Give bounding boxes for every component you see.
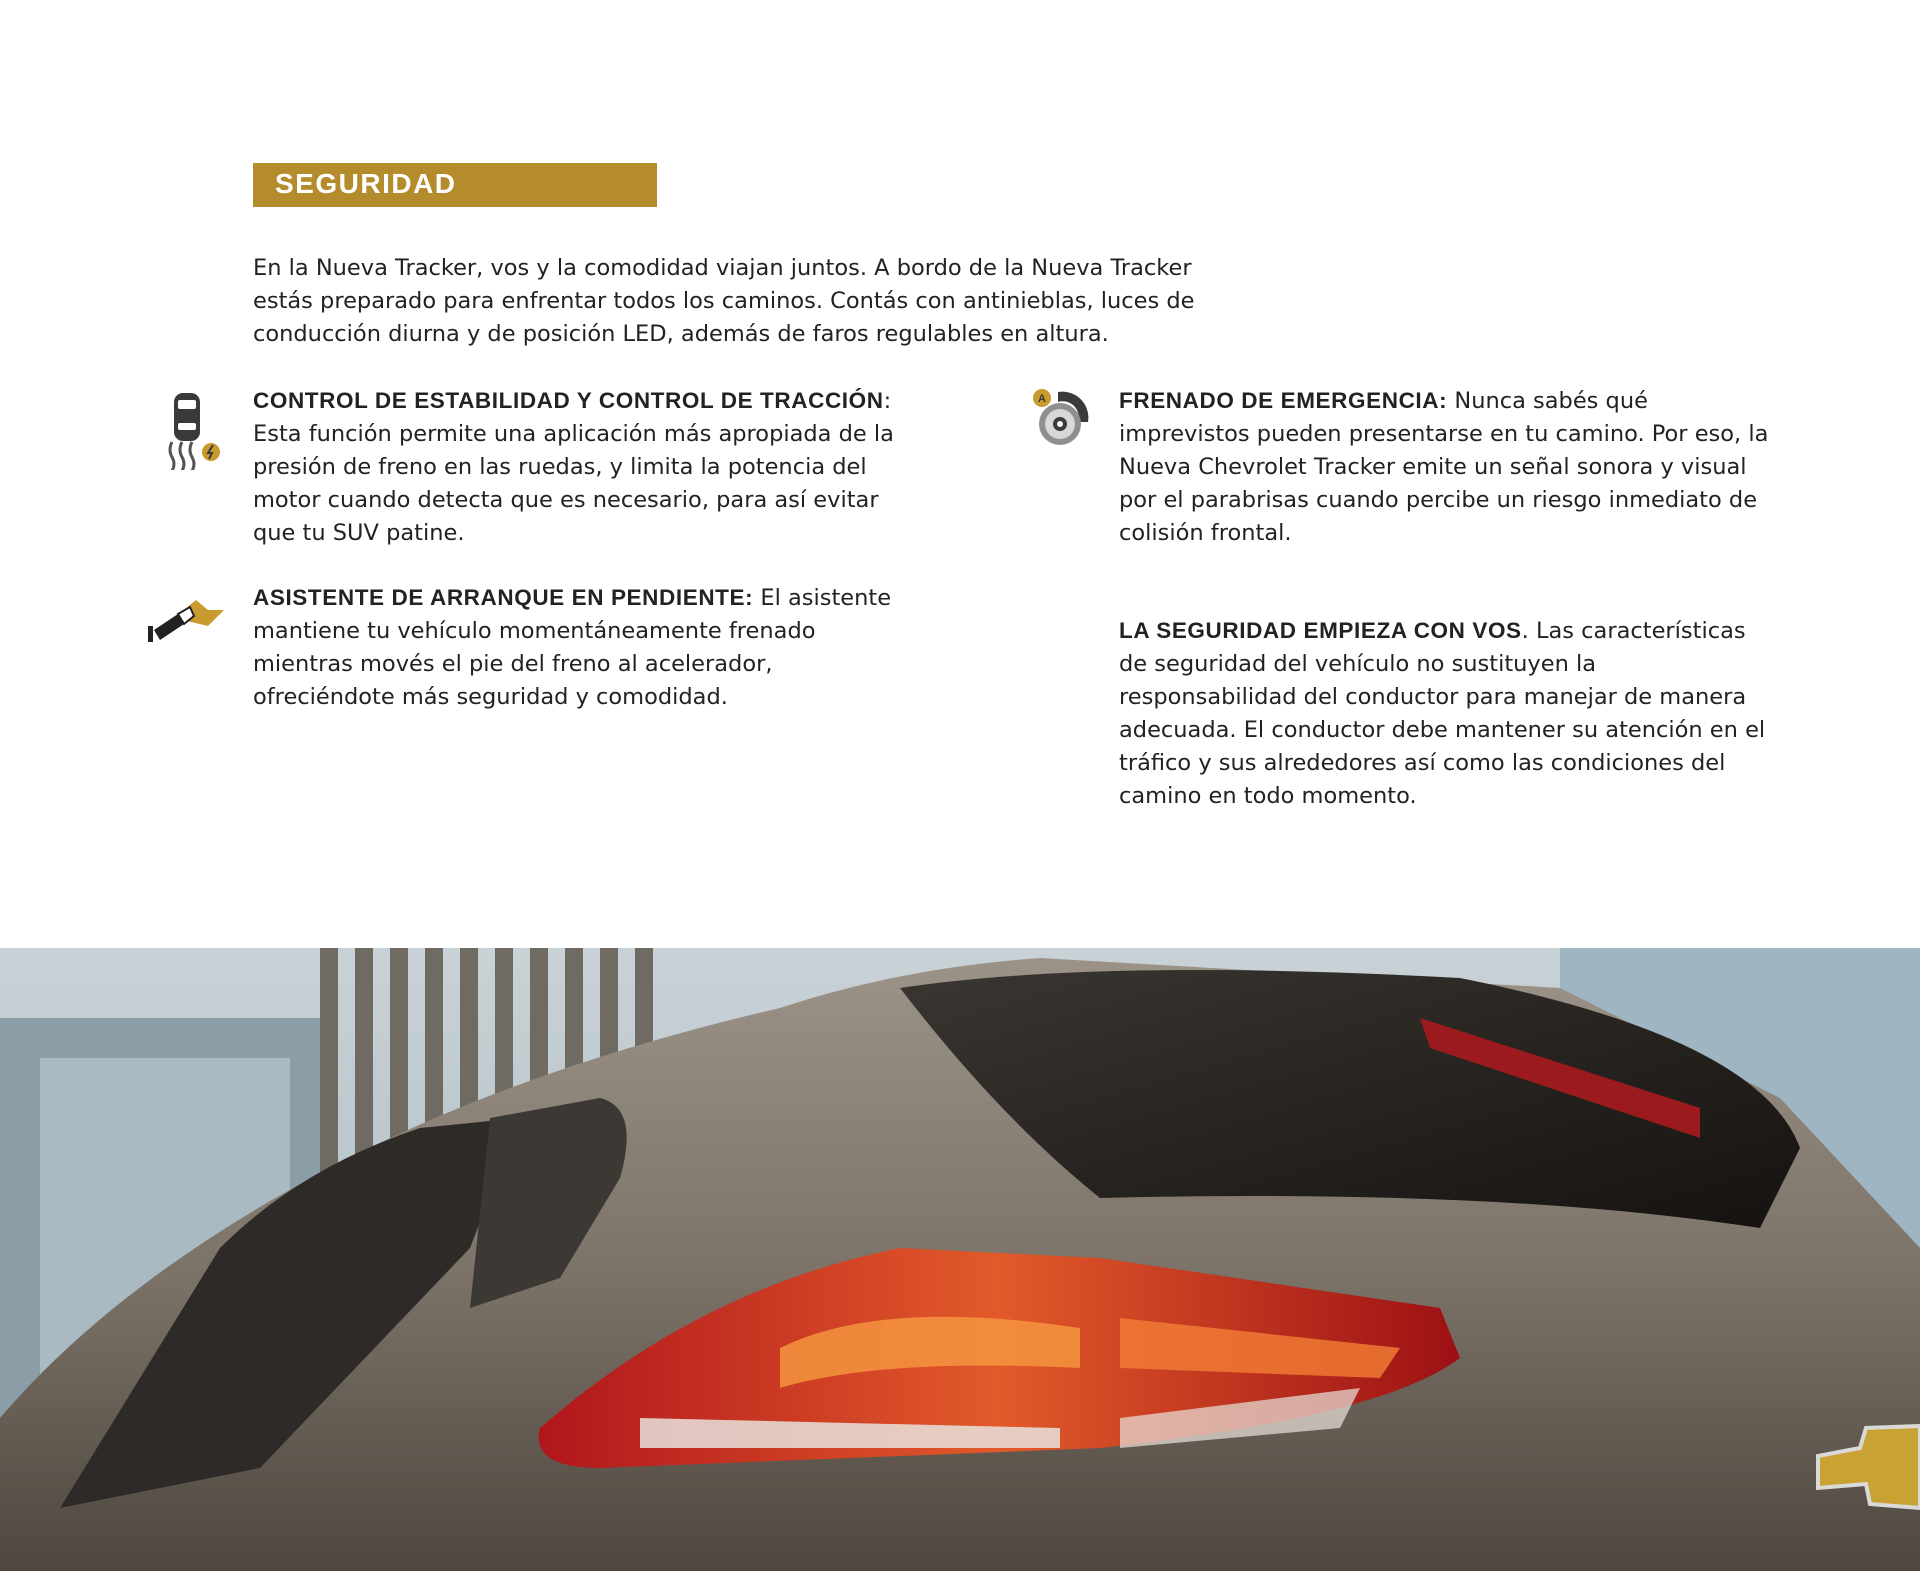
feature-title: CONTROL DE ESTABILIDAD Y CONTROL DE TRACCIÓN <box>253 388 884 413</box>
vehicle-rear-photo <box>0 948 1920 1571</box>
hill-start-icon <box>148 594 228 646</box>
feature-body: Las características de seguridad del vehículo no sustituyen la responsabilidad del conductor para manejar de manera adecuada. El conductor debe mantener su atención en el tráfico y sus alrededores así como las condiciones del camino en todo momento. <box>1119 618 1766 809</box>
feature-title-separator: . <box>1521 618 1529 644</box>
feature-emergency-braking <box>1119 384 1779 550</box>
feature-title: ASISTENTE DE ARRANQUE EN PENDIENTE: <box>253 585 754 610</box>
brake-disc-icon <box>1030 386 1094 450</box>
brake-badge-label: A <box>1038 393 1046 405</box>
feature-body: Nunca sabés qué imprevistos pueden presentarse en tu camino. Por eso, la Nueva Chevrolet Tracker emite un señal sonora y visual por el parabrisas cuando percibe un riesgo inmediato de colisión frontal. <box>1119 388 1769 546</box>
safety-disclaimer <box>1119 614 1779 813</box>
feature-title-separator: : <box>883 388 892 414</box>
feature-stability-control <box>253 384 913 550</box>
feature-hill-start <box>253 581 913 714</box>
feature-title: FRENADO DE EMERGENCIA: <box>1119 388 1448 413</box>
feature-body: Esta función permite una aplicación más apropiada de la presión de freno en las ruedas, y limita la potencia del motor cuando detecta que es necesario, para así evitar que tu SUV patine. <box>253 421 894 546</box>
section-title: SEGURIDAD <box>275 168 457 199</box>
feature-body: El asistente mantiene tu vehículo momentáneamente frenado mientras movés el pie del freno al acelerador, ofreciéndote más seguridad y comodidad. <box>253 585 892 710</box>
intro-paragraph: En la Nueva Tracker, vos y la comodidad viajan juntos. A bordo de la Nueva Tracker estás preparado para enfrentar todos los caminos. Contás con antinieblas, luces de conducción diurna y de posición LED, además de faros regulables en altura. <box>253 255 1195 347</box>
traction-control-icon <box>165 390 225 470</box>
section-header <box>253 163 657 207</box>
feature-title: LA SEGURIDAD EMPIEZA CON VOS <box>1119 618 1522 643</box>
